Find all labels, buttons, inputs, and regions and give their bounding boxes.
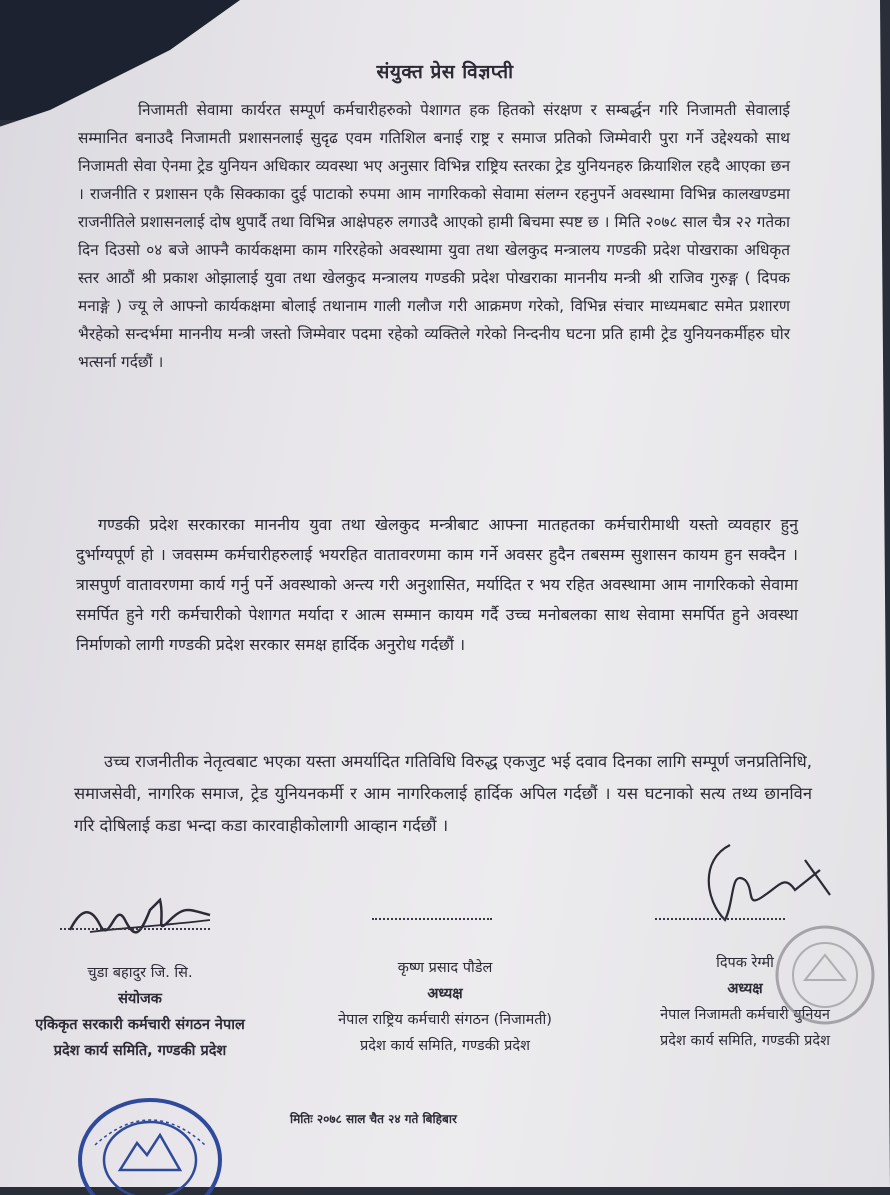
- signatory-2-role: अध्यक्ष: [427, 986, 463, 1002]
- union-stamp-seal: [770, 920, 880, 1030]
- signatory-2-org-line1: नेपाल राष्ट्रिय कर्मचारी संगठन (निजामती): [338, 1012, 552, 1028]
- paragraph-1: निजामती सेवामा कार्यरत सम्पूर्ण कर्मचारीहरुको पेशागत हक हितको संरक्षण र सम्बर्द्धन गरि निजामती सेवालाई सम्मानित बनाउदै निजामती प्रशासनलाई सुदृढ एवम गतिशिल बनाई राष्ट्र र समाज प्रतिको जिम्मेवारी पुरा गर्ने उद्देश्यको साथ निजामती सेवा ऐनमा ट्रेड युनियन अधिकार व्यवस्था भए अनुसार विभिन्न राष्ट्रिय स्तरका ट्रेड युनियनहरु क्रियाशिल रहदै आएका छन । राजनीति र प्रशासन एकै सिक्काका दुई पाटाको रुपमा आम नागरिकको सेवामा संलग्न रहनुपर्ने अवस्थामा विभिन्न कालखण्डमा राजनीतिले प्रशासनलाई दोष थुपार्दै तथा विभिन्न आक्षेपहरु लगाउदै आएको हामी बिचमा स्पष्ट छ । मिति २०७८ साल चैत्र २२ गतेका दिन दिउसो ०४ बजे आफ्नै कार्यकक्षमा काम गरिरहेको अवस्थामा युवा तथा खेलकुद मन्त्रालय गण्डकी प्रदेश पोखराका अधिकृत स्तर आठौं श्री प्रकाश ओझालाई युवा तथा खेलकुद मन्त्रालय गण्डकी प्रदेश पोखराका माननीय मन्त्री श्री राजिव गुरुङ्ग ( दिपक मनाङ्गे ) ज्यू ले आफ्नो कार्यकक्षमा बोलाई तथानाम गाली गलौज गरी आक्रमण गरेको, विभिन्न संचार माध्यमबाट समेत प्रशारण भैरहेको सन्दर्भमा माननीय मन्त्री जस्तो जिम्मेवार पदमा रहेको व्यक्तिले गरेको निन्दनीय घटना प्रति हामी ट्रेड युनियनकर्मीहरु घोर भत्सर्ना गर्दछौं ।: [78, 101, 790, 371]
- signatory-1: [0, 960, 280, 1064]
- signature-line-3: [655, 918, 785, 920]
- date-line: मितिः २०७८ साल चैत २४ गते बिहिबार: [290, 1112, 457, 1126]
- signatory-3-role: अध्यक्ष: [727, 981, 763, 997]
- document-title: संयुक्त प्रेस विज्ञप्ती: [376, 61, 514, 83]
- signature-line-1: [60, 928, 210, 930]
- signatory-1-org-line2: प्रदेश कार्य समिति, गण्डकी प्रदेश: [53, 1043, 227, 1059]
- signatory-2-name: कृष्ण प्रसाद पौडेल: [397, 960, 493, 976]
- signature-3-handwritten: [690, 840, 840, 930]
- organization-seal-blue: [75, 1085, 225, 1195]
- signatory-2: [285, 955, 605, 1059]
- signature-1-handwritten: [60, 890, 220, 950]
- paragraph-3: उच्च राजनीतीक नेतृत्वबाट भएका यस्ता अमर्यादित गतिविधि विरुद्ध एकजुट भई दवाव दिनका लागि सम्पूर्ण जनप्रतिनिधि, समाजसेवी, नागरिक समाज, ट्रेड युनियनकर्मी र आम नागरिकलाई हार्दिक अपिल गर्दछौं । यस घटनाको सत्य तथ्य छानविन गरि दोषिलाई कडा भन्दा कडा कारवाहीकोलागी आव्हान गर्दछौं ।: [74, 752, 812, 835]
- signatory-1-role: संयोजक: [118, 991, 162, 1007]
- signatory-3-name: दिपक रेग्मी: [716, 955, 774, 971]
- signatory-3-org-line1: नेपाल निजामती कर्मचारी युनियन: [660, 1007, 830, 1023]
- signatory-1-name: चुडा बहादुर जि. सि.: [87, 965, 193, 981]
- signature-line-2: [372, 918, 492, 920]
- signatory-2-org-line2: प्रदेश कार्य समिति, गण्डकी प्रदेश: [360, 1038, 530, 1054]
- paragraph-2: गण्डकी प्रदेश सरकारका माननीय युवा तथा खेलकुद मन्त्रीबाट आफ्ना मातहतका कर्मचारीमाथी यस्तो व्यवहार हुनु दुर्भाग्यपूर्ण हो । जवसम्म कर्मचारीहरुलाई भयरहित वातावरणमा काम गर्ने अवसर हुदैन तबसम्म सुशासन कायम हुन सक्दैन । त्रासपुर्ण वातावरणमा कार्य गर्नु पर्ने अवस्थाको अन्त्य गरी अनुशासित, मर्यादित र भय रहित अवस्थामा आम नागरिकको सेवामा समर्पित हुने गरी कर्मचारीको पेशागत मर्यादा र आत्म सम्मान कायम गर्दै उच्च मनोबलका साथ सेवामा समर्पित हुने अवस्था निर्माणको लागी गण्डकी प्रदेश सरकार समक्ष हार्दिक अनुरोध गर्दछौं ।: [76, 515, 798, 654]
- signatory-3-org-line2: प्रदेश कार्य समिति, गण्डकी प्रदेश: [660, 1033, 830, 1049]
- signatory-1-org-line1: एकिकृत सरकारी कर्मचारी संगठन नेपाल: [35, 1017, 245, 1033]
